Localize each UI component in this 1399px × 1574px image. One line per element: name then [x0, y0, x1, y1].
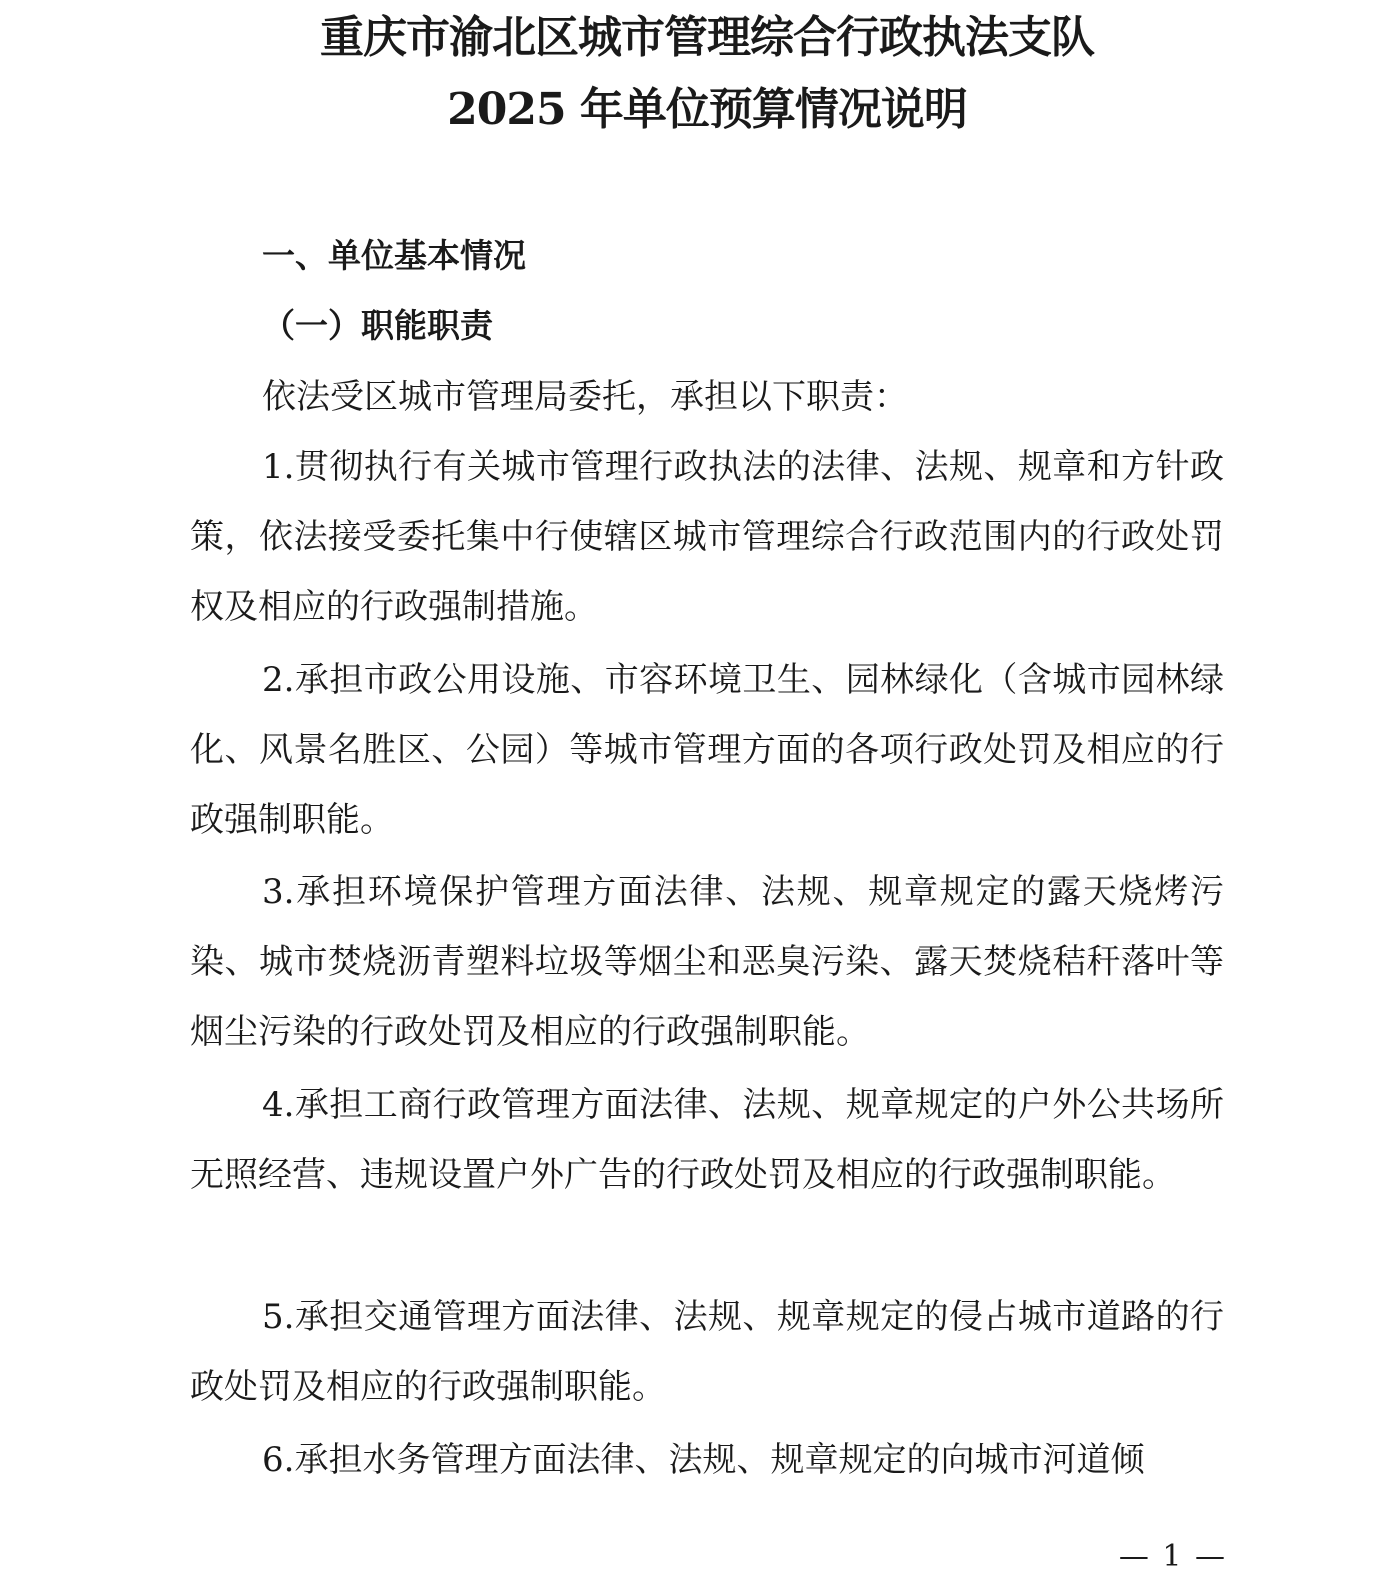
duty-item-3: 3.承担环境保护管理方面法律、法规、规章规定的露天烧烤污染、城市焚烧沥青塑料垃圾等烟尘和恶臭污染、露天焚烧秸秆落叶等烟尘污染的行政处罚及相应的行政强制职能。 [190, 872, 1224, 1052]
duty-item-1: 1.贯彻执行有关城市管理行政执法的法律、法规、规章和方针政策，依法接受委托集中行使辖区城市管理综合行政范围内的行政处罚权及相应的行政强制措施。 [190, 447, 1224, 627]
duty-item-5: 5.承担交通管理方面法律、法规、规章规定的侵占城市道路的行政处罚及相应的行政强制职能。 [190, 1297, 1224, 1407]
duty-item-6: 6.承担水务管理方面法律、法规、规章规定的向城市河道倾 [262, 1440, 1145, 1480]
section-heading-basic-info: 一、单位基本情况 [262, 236, 526, 275]
duty-item-4: 4.承担工商行政管理方面法律、法规、规章规定的户外公共场所无照经营、违规设置户外广告的行政处罚及相应的行政强制职能。 [190, 1085, 1224, 1195]
page-number: — 1 — [1118, 1539, 1227, 1574]
intro-paragraph: 依法受区城市管理局委托，承担以下职责： [262, 377, 908, 417]
subsection-heading-functions: （一）职能职责 [262, 306, 493, 345]
duty-item-2: 2.承担市政公用设施、市容环境卫生、园林绿化（含城市园林绿化、风景名胜区、公园）等城市管理方面的各项行政处罚及相应的行政强制职能。 [190, 660, 1224, 840]
document-title-line-2: 2025 年单位预算情况说明 [447, 84, 967, 135]
document-title-line-1: 重庆市渝北区城市管理综合行政执法支队 [320, 12, 1094, 63]
